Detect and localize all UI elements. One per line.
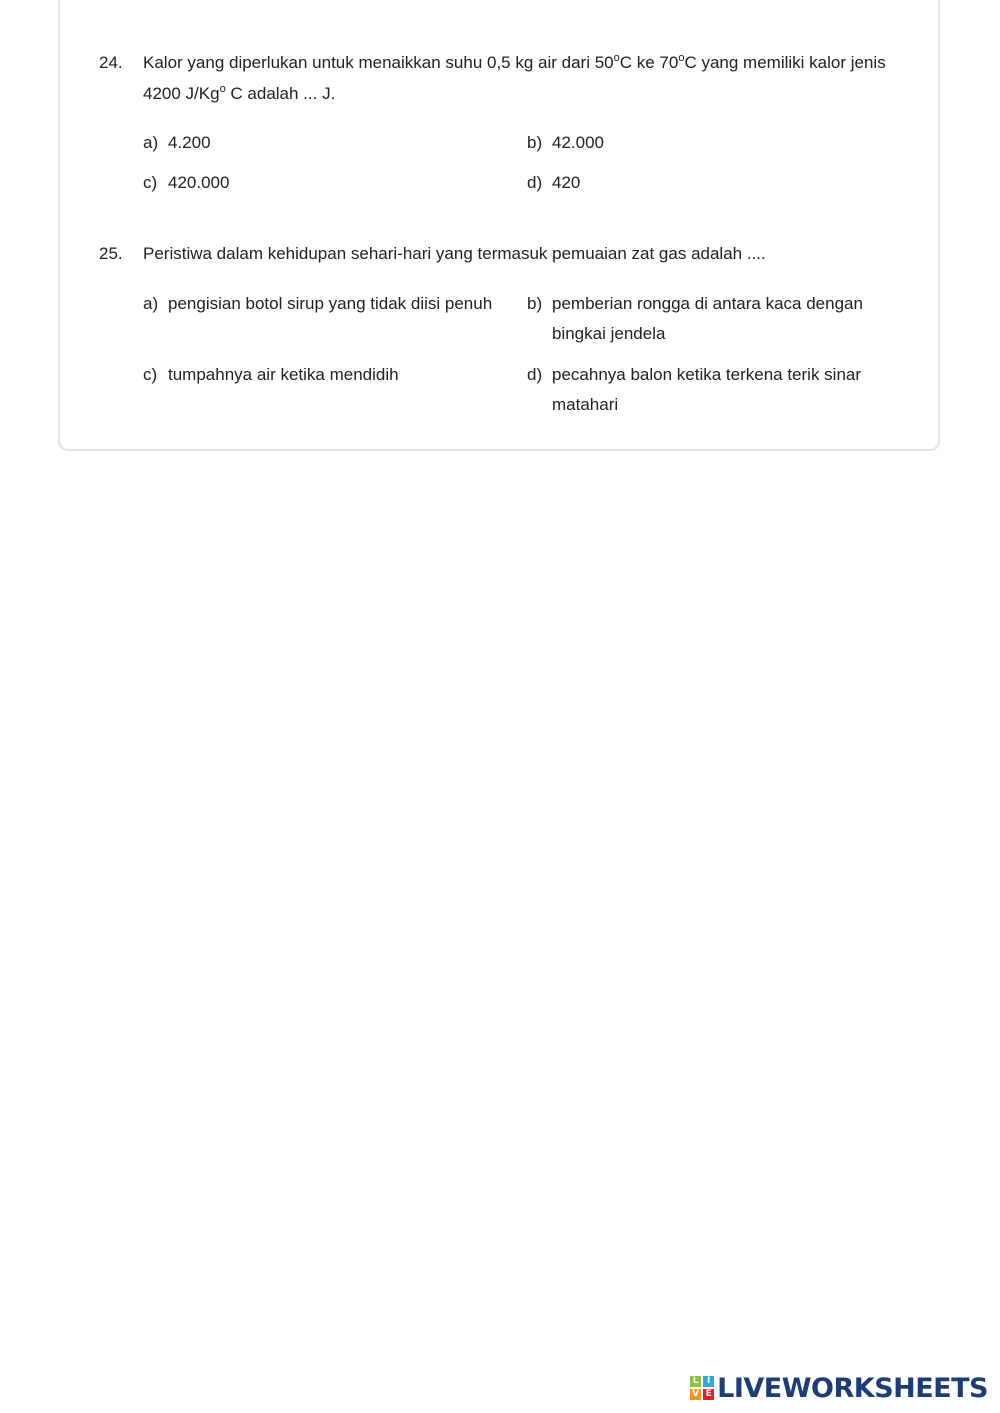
- option-letter: c): [143, 173, 158, 192]
- option-text: tumpahnya air ketika mendidih: [168, 365, 399, 384]
- logo-cell: V: [690, 1389, 701, 1400]
- question-24: [99, 47, 899, 117]
- question-number: 25.: [99, 244, 123, 263]
- option-letter: b): [527, 294, 543, 313]
- logo-cell: L: [690, 1376, 701, 1387]
- option-letter: c): [143, 365, 158, 384]
- question-text: Peristiwa dalam kehidupan sehari-hari yang termasuk pemuaian zat gas adalah ....: [143, 244, 766, 263]
- option-letter: d): [527, 365, 543, 384]
- liveworksheets-logo: [690, 1371, 988, 1405]
- option-letter: b): [527, 133, 543, 152]
- logo-wordmark: LIVEWORKSHEETS: [717, 1372, 988, 1404]
- option-text: pemberian rongga di antara kaca dengan bingkai jendela: [552, 294, 863, 343]
- option-letter: a): [143, 294, 159, 313]
- option-letter: a): [143, 133, 159, 152]
- logo-cell: E: [703, 1389, 714, 1400]
- question-25: [99, 238, 899, 273]
- option-text: pecahnya balon ketika terkena terik sinar matahari: [552, 365, 862, 414]
- option-text: 4.200: [168, 133, 211, 152]
- option-text: 42.000: [552, 133, 604, 152]
- option-text: 420: [552, 173, 581, 192]
- logo-cell: I: [703, 1376, 714, 1387]
- logo-grid-icon: [690, 1376, 714, 1400]
- question-number: 24.: [99, 53, 123, 72]
- option-text: pengisian botol sirup yang tidak diisi penuh: [168, 294, 493, 313]
- option-text: 420.000: [168, 173, 230, 192]
- option-letter: d): [527, 173, 543, 192]
- question-text: Kalor yang diperlukan untuk menaikkan suhu 0,5 kg air dari 50$^o$C ke 70$^o$C yang memiliki kalor jenis 4200 J/Kg$^o$ C adalah ... J.: [143, 52, 886, 103]
